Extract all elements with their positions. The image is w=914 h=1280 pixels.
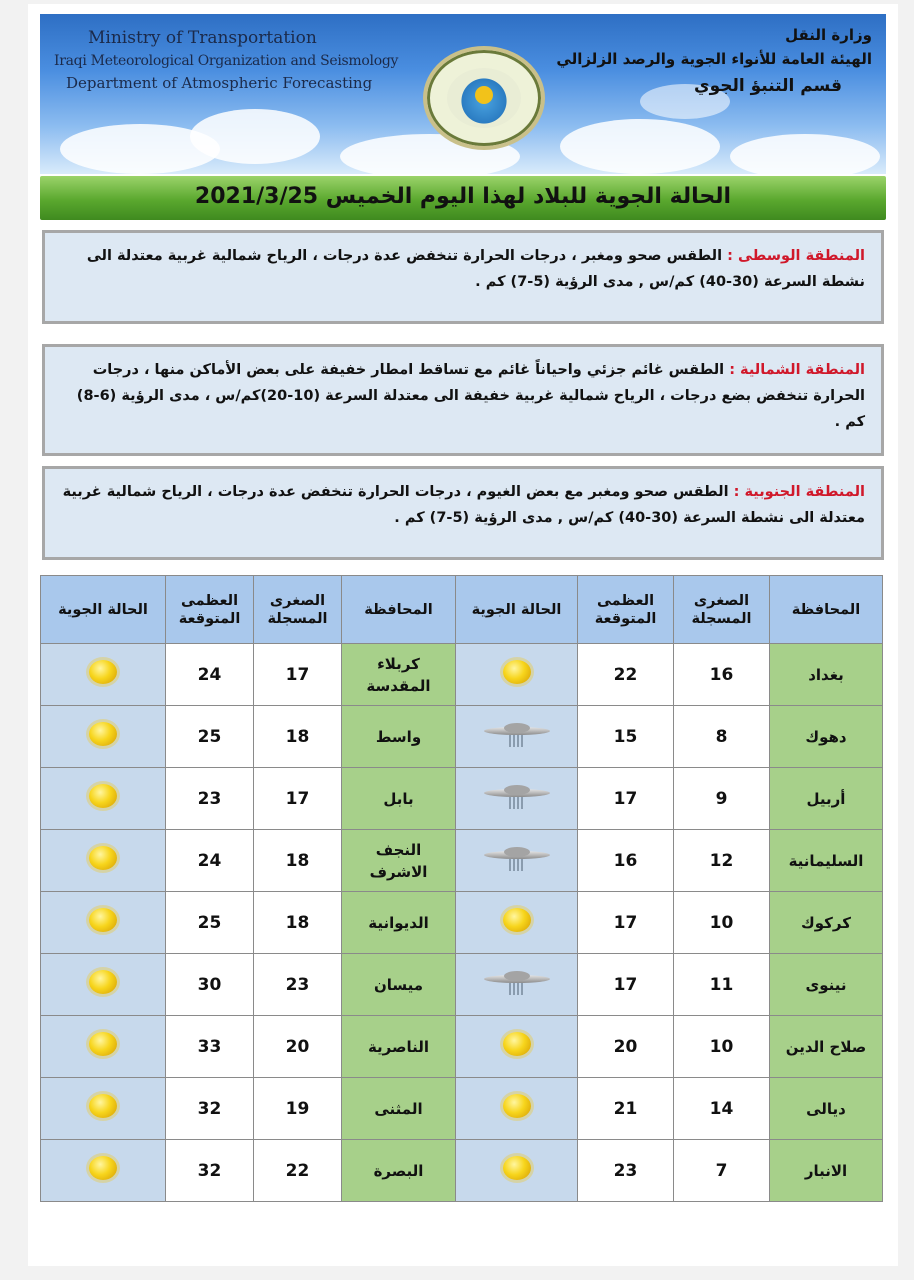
weather-cell [456,1016,578,1078]
max-temp-cell: 22 [578,644,674,706]
rain-cloud-icon [482,843,552,873]
sun-icon [497,1153,537,1183]
weather-cell [41,768,166,830]
table-row [41,1140,883,1202]
min-temp-cell: 10 [674,1016,770,1078]
governorate-cell [770,644,883,706]
governorate-cell [342,954,456,1016]
weather-cell [456,768,578,830]
weather-cell [41,830,166,892]
table-row [41,1078,883,1140]
rain-cloud-icon [482,967,552,997]
sun-icon [497,905,537,935]
max-temp-cell: 16 [578,830,674,892]
governorate-name: كركوك [801,913,851,932]
min-temp-cell: 17 [254,768,342,830]
min-temp-cell: 20 [254,1016,342,1078]
min-temp-cell: 11 [674,954,770,1016]
governorate-name: الناصرية [367,1037,430,1056]
min-temp-cell: 7 [674,1140,770,1202]
governorate-cell [342,644,456,706]
region-north [42,344,884,456]
governorate-name: أربيل [806,789,846,808]
governorate-name: ديالى [806,1099,846,1118]
governorate-name: دهوك [805,727,847,746]
weather-cell [456,830,578,892]
min-temp-cell: 22 [254,1140,342,1202]
sun-icon [83,781,123,811]
weather-cell [41,706,166,768]
min-temp-cell: 17 [254,644,342,706]
max-temp-cell: 30 [166,954,254,1016]
table-row [41,892,883,954]
header-weather: الحالة الجوية [41,576,166,644]
min-temp-cell: 10 [674,892,770,954]
weather-cell [456,644,578,706]
arabic-header [556,26,872,96]
governorate-cell [770,892,883,954]
governorate-name: الديوانية [368,913,429,932]
governorate-cell [770,954,883,1016]
sun-icon [83,1153,123,1183]
organization-name-ar: الهيئة العامة للأنواء الجوية والرصد الزلزالي [556,50,872,68]
ministry-name-en: Ministry of Transportation [88,28,317,48]
governorate-cell [342,1078,456,1140]
max-temp-cell: 23 [578,1140,674,1202]
min-temp-cell: 12 [674,830,770,892]
region-label: المنطقة الشمالية : [729,362,865,378]
header-governorate: المحافظة [342,576,456,644]
governorate-name: النجف الاشرف [369,840,428,881]
sun-icon [497,1029,537,1059]
sun-icon [497,1091,537,1121]
governorate-cell [770,1078,883,1140]
region-label: المنطقة الجنوبية : [733,484,865,500]
max-temp-cell: 17 [578,768,674,830]
table-row [41,830,883,892]
weather-cell [41,892,166,954]
governorate-name: ميسان [373,975,424,994]
max-temp-cell: 23 [166,768,254,830]
organization-name-en: Iraqi Meteorological Organization and Seismology [54,53,399,69]
region-south [42,466,884,560]
sun-icon [83,1091,123,1121]
max-temp-cell: 32 [166,1140,254,1202]
sun-icon [83,719,123,749]
governorate-name: صلاح الدين [785,1037,867,1056]
min-temp-cell: 8 [674,706,770,768]
header-max: العظمى المتوقعة [578,576,674,644]
rain-cloud-icon [482,781,552,811]
header-governorate: المحافظة [770,576,883,644]
max-temp-cell: 20 [578,1016,674,1078]
governorate-cell [342,706,456,768]
min-temp-cell: 19 [254,1078,342,1140]
header-max: العظمى المتوقعة [166,576,254,644]
governorate-name: السليمانية [788,851,864,870]
header-min: الصغرى المسجلة [254,576,342,644]
weather-cell [456,1078,578,1140]
min-temp-cell: 18 [254,892,342,954]
governorate-cell [770,830,883,892]
table-row [41,768,883,830]
max-temp-cell: 24 [166,830,254,892]
english-header [54,28,398,92]
region-text: الطقس صحو ومغبر مع بعض الغيوم ، درجات الحرارة تنخفض عدة درجات ، الرياح شمالية غربية معتدلة الى نشطة السرعة (30-40) كم/س , مدى الرؤية (5-7) كم . [62,484,865,526]
sun-icon [83,967,123,997]
ministry-name-ar: وزارة النقل [785,26,872,44]
weather-cell [456,892,578,954]
table-row [41,644,883,706]
region-label: المنطقة الوسطى : [727,248,865,264]
forecast-table [40,575,883,1202]
bulletin-page [28,4,898,1266]
max-temp-cell: 33 [166,1016,254,1078]
region-text: الطقس صحو ومغبر ، درجات الحرارة تنخفض عدة درجات ، الرياح شمالية غربية معتدلة الى نشطة السرعة (30-40) كم/س , مدى الرؤية (5-7) كم . [86,248,865,290]
max-temp-cell: 15 [578,706,674,768]
weather-cell [456,954,578,1016]
header-weather: الحالة الجوية [456,576,578,644]
governorate-name: الانبار [804,1161,848,1180]
sun-icon [83,843,123,873]
min-temp-cell: 18 [254,706,342,768]
weather-cell [41,644,166,706]
governorate-cell [770,768,883,830]
department-name-ar: قسم التنبؤ الجوي [694,76,842,96]
governorate-name: المثنى [374,1099,423,1118]
table-row [41,706,883,768]
table-header-row [41,576,883,644]
region-central [42,230,884,324]
governorate-name: نينوى [805,975,847,994]
organization-seal-icon [423,46,545,150]
min-temp-cell: 23 [254,954,342,1016]
governorate-cell [770,1140,883,1202]
header-min: الصغرى المسجلة [674,576,770,644]
max-temp-cell: 25 [166,706,254,768]
weather-cell [456,1140,578,1202]
governorate-name: البصرة [373,1161,424,1180]
governorate-cell [342,830,456,892]
header-banner [40,14,886,174]
table-row [41,1016,883,1078]
governorate-cell [342,768,456,830]
weather-cell [41,1140,166,1202]
weather-cell [456,706,578,768]
governorate-cell [342,1140,456,1202]
page-title: الحالة الجوية للبلاد لهذا اليوم الخميس 2021/3/25 [194,184,732,209]
governorate-cell [342,892,456,954]
table-row [41,954,883,1016]
governorate-name: بغداد [808,665,844,684]
min-temp-cell: 18 [254,830,342,892]
min-temp-cell: 16 [674,644,770,706]
governorate-name: واسط [375,727,422,746]
weather-cell [41,1078,166,1140]
governorate-name: كربلاء المقدسة [366,654,431,695]
sun-icon [83,1029,123,1059]
sun-icon [497,657,537,687]
governorate-name: بابل [383,789,414,808]
max-temp-cell: 21 [578,1078,674,1140]
weather-cell [41,1016,166,1078]
rain-cloud-icon [482,719,552,749]
max-temp-cell: 24 [166,644,254,706]
max-temp-cell: 25 [166,892,254,954]
governorate-cell [770,1016,883,1078]
governorate-cell [342,1016,456,1078]
max-temp-cell: 17 [578,954,674,1016]
governorate-cell [770,706,883,768]
sun-icon [83,905,123,935]
weather-cell [41,954,166,1016]
max-temp-cell: 32 [166,1078,254,1140]
department-name-en: Department of Atmospheric Forecasting [66,74,373,92]
min-temp-cell: 14 [674,1078,770,1140]
title-bar [40,176,886,220]
sun-icon [83,657,123,687]
region-text: الطقس غائم جزئي واحياناً غائم مع تساقط امطار خفيفة على بعض الأماكن منها ، درجات الحرارة تنخفض بضع درجات ، الرياح شمالية غربية خفيفة الى معتدلة السرعة (10-20)كم/س ، مدى الرؤية (6-8) كم . [76,362,865,430]
min-temp-cell: 9 [674,768,770,830]
max-temp-cell: 17 [578,892,674,954]
